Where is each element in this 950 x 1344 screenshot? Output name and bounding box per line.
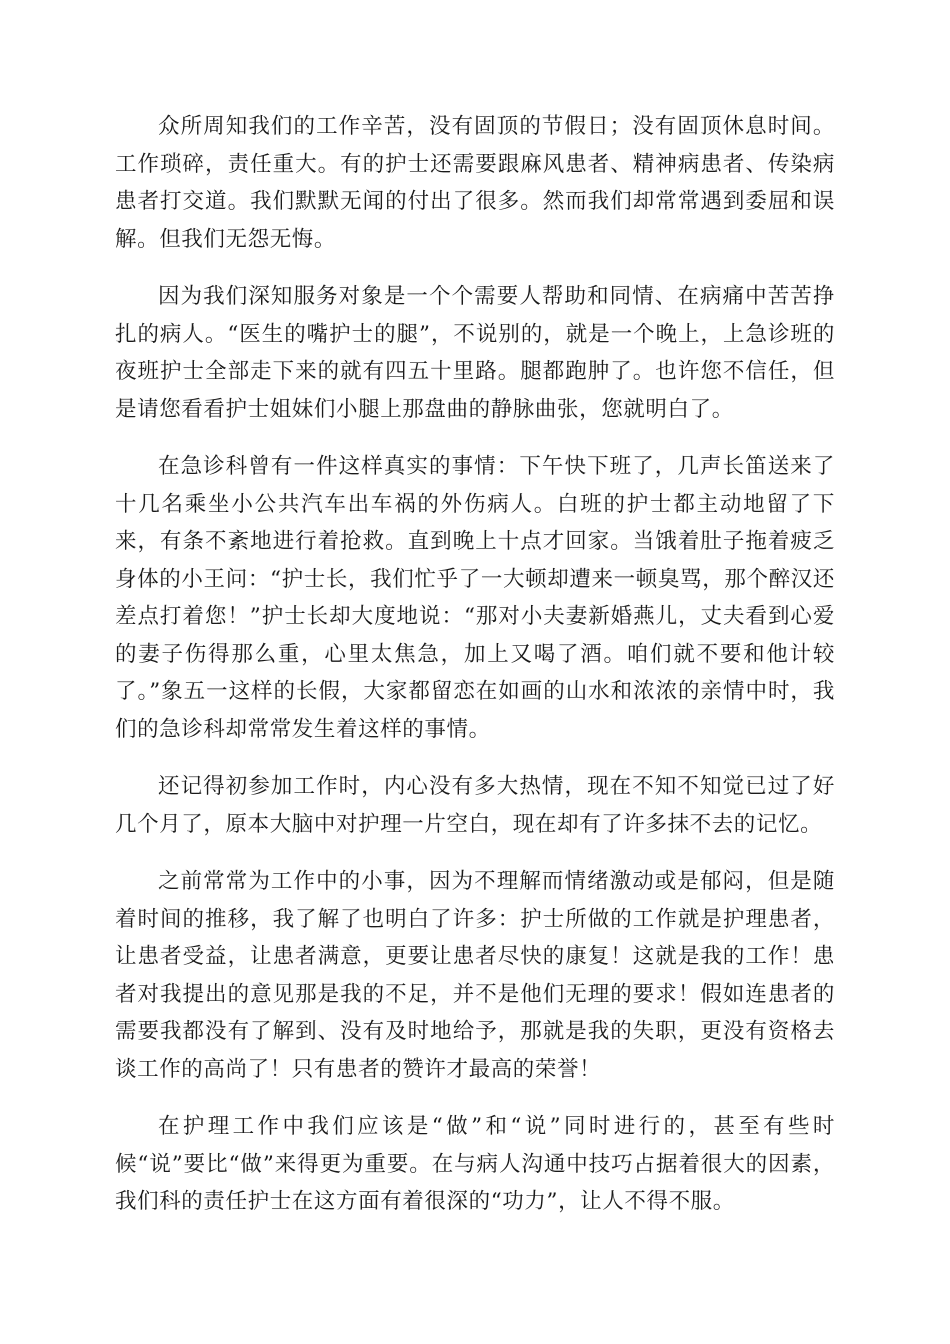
paragraph-2: 因为我们深知服务对象是一个个需要人帮助和同情、在病痛中苦苦挣扎的病人。“医生的嘴护士的腿”，不说别的，就是一个晚上，上急诊班的夜班护士全部走下来的就有四五十里路。腿都跑肿了。也许您不信任，但是请您看看护士姐妹们小腿上那盘曲的静脉曲张，您就明白了。 xyxy=(115,284,835,422)
paragraph-6: 在护理工作中我们应该是“做”和“说”同时进行的，甚至有些时候“说”要比“做”来得更为重要。在与病人沟通中技巧占据着很大的因素，我们科的责任护士在这方面有着很深的“功力”，让人不得不服。 xyxy=(115,1114,835,1214)
document-body xyxy=(115,108,835,1241)
paragraph-1: 众所周知我们的工作辛苦，没有固顶的节假日；没有固顶休息时间。工作琐碎，责任重大。有的护士还需要跟麻风患者、精神病患者、传染病患者打交道。我们默默无闻的付出了很多。然而我们却常常遇到委屈和误解。但我们无怨无悔。 xyxy=(115,114,835,252)
paragraph-3: 在急诊科曾有一件这样真实的事情：下午快下班了，几声长笛送来了十几名乘坐小公共汽车出车祸的外伤病人。白班的护士都主动地留了下来，有条不紊地进行着抢救。直到晚上十点才回家。当饿着肚子拖着疲乏身体的小王问：“护士长，我们忙乎了一大顿却遭来一顿臭骂，那个醉汉还差点打着您！”护士长却大度地说：“那对小夫妻新婚燕儿，丈夫看到心爱的妻子伤得那么重，心里太焦急，加上又喝了酒。咱们就不要和他计较了。”象五一这样的长假，大家都留恋在如画的山水和浓浓的亲情中时，我们的急诊科却常常发生着这样的事情。 xyxy=(115,454,835,742)
paragraph-5: 之前常常为工作中的小事，因为不理解而情绪激动或是郁闷，但是随着时间的推移，我了解了也明白了许多：护士所做的工作就是护理患者，让患者受益，让患者满意，更要让患者尽快的康复！这就是我的工作！患者对我提出的意见那是我的不足，并不是他们无理的要求！假如连患者的需要我都没有了解到、没有及时地给予，那就是我的失职，更没有资格去谈工作的高尚了！只有患者的赞许才最高的荣誉！ xyxy=(115,869,835,1082)
paragraph-4: 还记得初参加工作时，内心没有多大热情，现在不知不知觉已过了好几个月了，原本大脑中对护理一片空白，现在却有了许多抹不去的记忆。 xyxy=(115,774,835,837)
